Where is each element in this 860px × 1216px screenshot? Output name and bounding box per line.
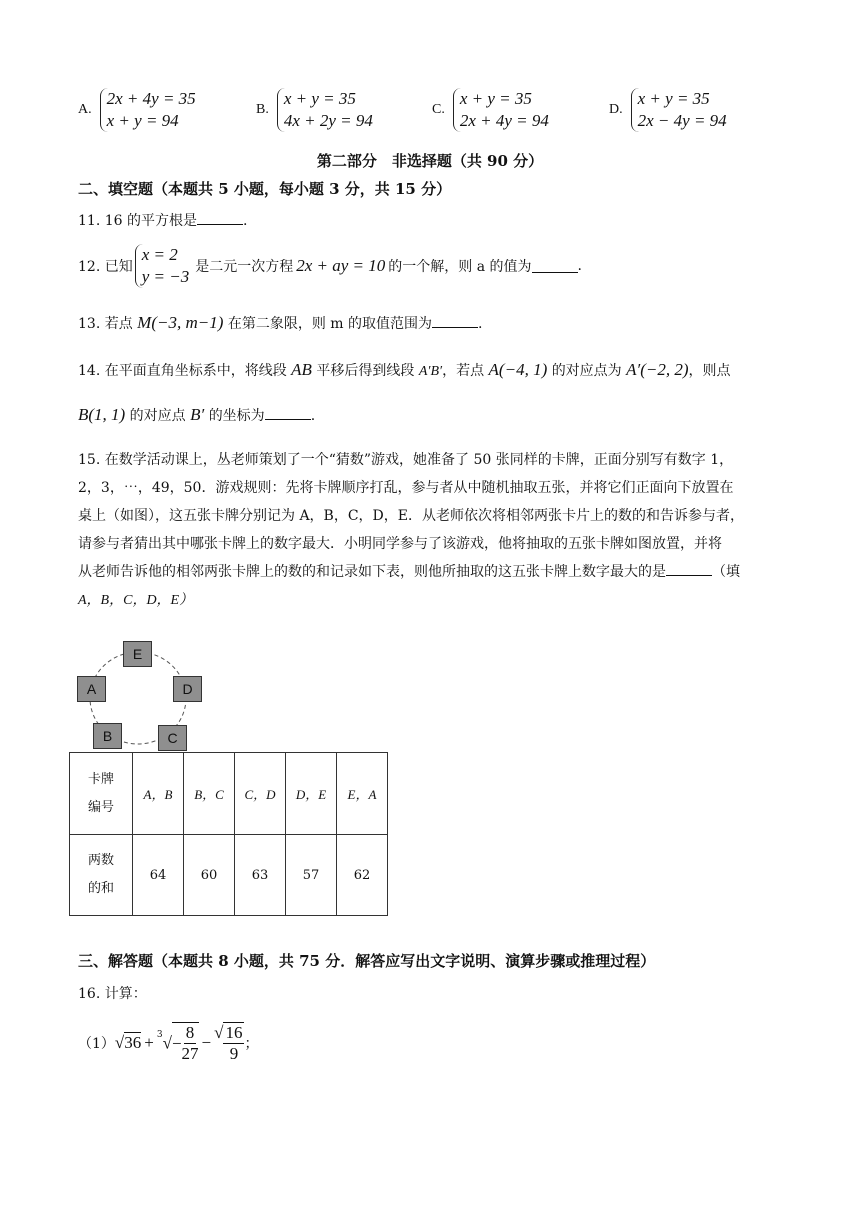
question-text: 在第二象限，则 m 的取值范围为 — [227, 316, 433, 332]
equation: 2x + 4y = 35 — [106, 89, 196, 108]
equation: x + y = 35 — [459, 89, 532, 108]
equation-system — [100, 88, 200, 132]
choice-c — [432, 88, 553, 132]
question-16: 16. 计算： — [78, 986, 147, 1002]
segment-label: A′B′ — [418, 364, 443, 379]
question-text: 是二元一次方程 — [195, 259, 294, 275]
answer-blank — [666, 563, 712, 576]
table-cell: D，E — [286, 753, 337, 835]
denominator: 9 — [229, 1044, 239, 1063]
numerator: 8 — [185, 1023, 195, 1042]
fraction — [223, 1023, 244, 1064]
question-number: 13. 若点 — [78, 316, 133, 332]
minus-sign: − — [201, 1033, 212, 1052]
root-index: 3 — [156, 1030, 163, 1040]
fraction — [182, 1023, 199, 1064]
card-b: B — [93, 723, 122, 749]
answer-blank — [432, 315, 478, 328]
card-d: D — [173, 676, 202, 702]
point-label: B(1, 1) — [78, 405, 126, 424]
answer-blank — [197, 212, 243, 225]
cell-text: 卡牌 — [87, 771, 114, 787]
choice-label: D. — [609, 102, 623, 117]
question-text: 的对应点为 — [551, 363, 622, 379]
cell-text: 两数 — [87, 853, 114, 868]
table-cell: E，A — [337, 753, 388, 835]
choice-b — [256, 88, 377, 132]
point-label: A(−4, 1) — [488, 360, 548, 379]
point-label: A′(−2, 2) — [626, 360, 689, 379]
card-a: A — [77, 676, 106, 702]
card-e: E — [123, 641, 152, 667]
question-16-part-1 — [78, 1022, 258, 1064]
equation: y = −3 — [141, 267, 190, 286]
choice-label: A. — [78, 102, 92, 117]
denominator: 27 — [181, 1044, 199, 1063]
equation-system — [453, 88, 553, 132]
question-15-line-3: 桌上（如图），这五张卡牌分别记为 A，B，C，D，E．从老师依次将相邻两张卡片上的数的和告诉参与者， — [78, 508, 745, 524]
plus-sign: + — [144, 1033, 154, 1052]
question-11: 11. 16 的平方根是 . — [78, 213, 248, 229]
punctuation: ； — [244, 1036, 259, 1052]
question-text: 的对应点 — [129, 408, 186, 424]
equation-system — [631, 88, 731, 132]
question-text: （填 — [712, 564, 740, 580]
question-15-line-6: A，B，C，D，E） — [78, 593, 194, 608]
sqrt-expression: √36 — [114, 1033, 142, 1052]
numerator: 16 — [225, 1023, 243, 1042]
cube-root-expression: √− $\frac{8}{27}$ — [162, 1023, 199, 1063]
equation-system — [277, 88, 377, 132]
equation: x + y = 94 — [106, 111, 179, 130]
question-15-line-2: 2，3，⋯，49，50．游戏规则：先将卡牌顺序打乱，参与者从中随机抽取五张，并将它们正面向下放置在 — [78, 480, 734, 496]
question-12: 12. 已知 x = 2 y = −3 是二元一次方程 2x + ay = 10 的一个解，则 a 的值为 . — [78, 245, 582, 286]
choice-label: B. — [256, 102, 269, 117]
table-cell: 63 — [235, 835, 286, 916]
section-title: 三、解答题（本题共 8 小题，共 75 分．解答应写出文字说明、演算步骤或推理过程） — [78, 952, 656, 970]
table-row — [70, 753, 388, 835]
table-header-cell — [70, 835, 133, 916]
table-cell: 60 — [184, 835, 235, 916]
equation: 2x + ay = 10 — [296, 256, 386, 275]
radicand: 36 — [124, 1033, 142, 1052]
question-13: 13. 若点 M(−3, m−1) 在第二象限，则 m 的取值范围为 . — [78, 313, 483, 332]
table-cell: C，D — [235, 753, 286, 835]
equation: 2x + 4y = 94 — [459, 111, 549, 130]
table-cell: 64 — [133, 835, 184, 916]
equation: x = 2 — [141, 245, 178, 264]
section-title: 二、填空题（本题共 5 小题，每小题 3 分，共 15 分） — [78, 180, 452, 198]
segment-label: AB — [291, 360, 312, 379]
point-label: B′ — [190, 405, 205, 424]
question-text: 平移后得到线段 — [316, 363, 415, 379]
card-c: C — [158, 725, 187, 751]
part-title: 第二部分 非选择题（共 90 分） — [316, 152, 544, 170]
question-text: 从老师告诉他的相邻两张卡牌上的数的和记录如下表，则他所抽取的这五张卡牌上数字最大的是 — [78, 564, 666, 580]
question-text: 14. 在平面直角坐标系中，将线段 — [78, 363, 287, 379]
question-14-line-2: B(1, 1) 的对应点 B′ 的坐标为 . — [78, 405, 316, 424]
choice-label: C. — [432, 102, 445, 117]
table-row — [70, 835, 388, 916]
answer-blank — [265, 407, 311, 420]
question-text: ，若点 — [442, 363, 485, 379]
equation-system — [135, 244, 194, 288]
question-14-line-1 — [78, 360, 731, 380]
question-number: （1） — [78, 1036, 115, 1052]
cell-text: 编号 — [87, 799, 114, 815]
answer-blank — [532, 260, 578, 273]
choice-a — [78, 88, 200, 132]
question-text: 11. 16 的平方根是 — [78, 213, 197, 229]
point-label: M(−3, m−1) — [137, 313, 224, 332]
equation: x + y = 35 — [283, 89, 356, 108]
question-text: ，则点 — [688, 363, 731, 379]
cell-text: 的和 — [87, 881, 114, 896]
question-text: 的一个解，则 a 的值为 — [388, 259, 532, 275]
sums-table — [69, 752, 388, 916]
question-15-line-4: 请参与者猜出其中哪张卡牌上的数字最大．小明同学参与了该游戏，他将抽取的五张卡牌如图放置，并将 — [78, 536, 722, 552]
question-number: 12. 已知 — [78, 259, 133, 275]
table-cell: A，B — [133, 753, 184, 835]
table-cell: 57 — [286, 835, 337, 916]
question-15-line-5 — [78, 561, 740, 581]
sqrt-expression: √ $\frac{16}{9}$ — [214, 1023, 243, 1063]
question-15-line-1: 15. 在数学活动课上，丛老师策划了一个“猜数”游戏，她准备了 50 张同样的卡牌，正面分别写有数字 1， — [78, 452, 734, 468]
question-text: 的坐标为 — [208, 408, 265, 424]
table-header-cell — [70, 753, 133, 835]
table-cell: B，C — [184, 753, 235, 835]
equation: 4x + 2y = 94 — [283, 111, 373, 130]
table-cell: 62 — [337, 835, 388, 916]
equation: 2x − 4y = 94 — [637, 111, 727, 130]
equation: x + y = 35 — [637, 89, 710, 108]
choice-d — [609, 88, 731, 132]
